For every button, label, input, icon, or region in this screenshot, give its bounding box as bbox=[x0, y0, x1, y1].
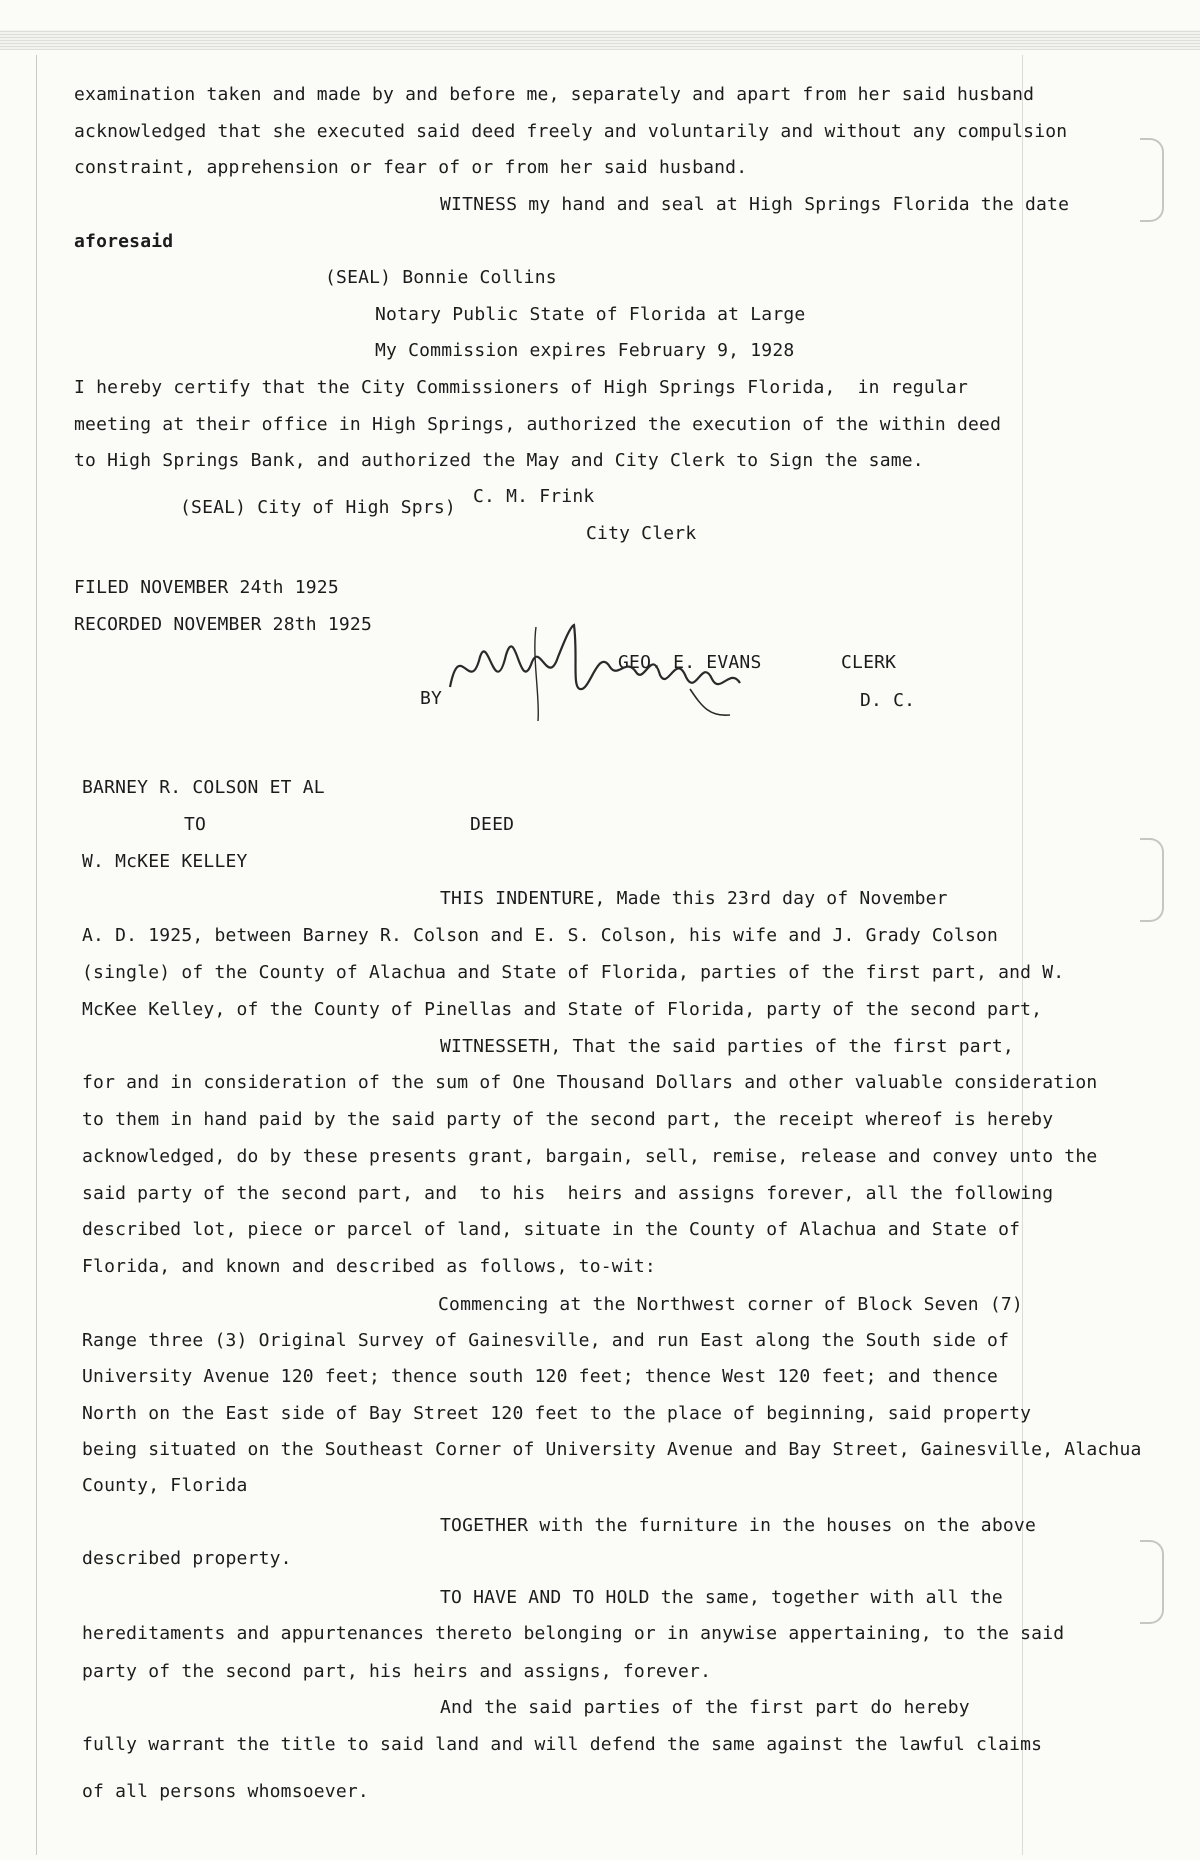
body-line: fully warrant the title to said land and will defend the same against the lawful claims bbox=[82, 1734, 1043, 1755]
legal-description-line: Range three (3) Original Survey of Gainesville, and run East along the South side of bbox=[82, 1330, 1010, 1351]
legal-description-line: North on the East side of Bay Street 120 feet to the place of beginning, said property bbox=[82, 1403, 1032, 1424]
handwritten-signature bbox=[440, 617, 760, 727]
body-line: acknowledged, do by these presents grant, bargain, sell, remise, release and convey unto the bbox=[82, 1146, 1098, 1167]
clerk-name: C. M. Frink bbox=[473, 486, 595, 507]
filed-date: FILED NOVEMBER 24th 1925 bbox=[74, 577, 339, 598]
body-line: party of the second part, his heirs and assigns, forever. bbox=[82, 1661, 712, 1682]
clerk-label: CLERK bbox=[841, 652, 897, 673]
notary-title: Notary Public State of Florida at Large bbox=[375, 304, 806, 325]
right-margin-rule bbox=[1022, 55, 1023, 1855]
left-margin-rule bbox=[36, 55, 37, 1855]
by-label: BY bbox=[420, 688, 443, 709]
warranty-line: And the said parties of the first part do hereby bbox=[440, 1697, 970, 1718]
notary-seal-name: (SEAL) Bonnie Collins bbox=[325, 267, 557, 288]
binder-hole-mark bbox=[1140, 838, 1164, 922]
legal-description-line: University Avenue 120 feet; thence south 120 feet; thence West 120 feet; and thence bbox=[82, 1366, 999, 1387]
binder-hole-mark bbox=[1140, 138, 1164, 222]
legal-description-line: County, Florida bbox=[82, 1475, 248, 1496]
to-heading: TO bbox=[184, 814, 207, 835]
recorded-date: RECORDED NOVEMBER 28th 1925 bbox=[74, 614, 372, 635]
indenture-line: THIS INDENTURE, Made this 23rd day of November bbox=[440, 888, 948, 909]
scan-top-band bbox=[0, 30, 1200, 50]
body-line: McKee Kelley, of the County of Pinellas and State of Florida, party of the second part, bbox=[82, 999, 1043, 1020]
together-line: TOGETHER with the furniture in the houses on the above bbox=[440, 1515, 1036, 1536]
witnesseth-line: WITNESSETH, That the said parties of the first part, bbox=[440, 1036, 1014, 1057]
body-line: constraint, apprehension or fear of or from her said husband. bbox=[74, 157, 748, 178]
witness-line: WITNESS my hand and seal at High Springs Florida the date bbox=[440, 194, 1070, 215]
body-line: of all persons whomsoever. bbox=[82, 1781, 369, 1802]
body-line: examination taken and made by and before me, separately and apart from her said husband bbox=[74, 84, 1035, 105]
body-line: to them in hand paid by the said party of the second part, the receipt whereof is hereby bbox=[82, 1109, 1054, 1130]
body-line: said party of the second part, and to his heirs and assigns forever, all the following bbox=[82, 1183, 1054, 1204]
deed-type-heading: DEED bbox=[470, 814, 515, 835]
county-clerk-name: GEO. E. EVANS bbox=[618, 652, 762, 673]
body-line: Florida, and known and described as follows, to-wit: bbox=[82, 1256, 656, 1277]
clerk-title: City Clerk bbox=[586, 523, 697, 544]
habendum-line: TO HAVE AND TO HOLD the same, together with all the bbox=[440, 1587, 1003, 1608]
deputy-clerk-label: D. C. bbox=[860, 690, 916, 711]
body-line: acknowledged that she executed said deed freely and voluntarily and without any compulsion bbox=[74, 121, 1068, 142]
binder-hole-mark bbox=[1140, 1540, 1164, 1624]
city-seal: (SEAL) City of High Sprs) bbox=[180, 497, 456, 518]
body-line: for and in consideration of the sum of One Thousand Dollars and other valuable consideration bbox=[82, 1072, 1098, 1093]
certification-line: I hereby certify that the City Commissioners of High Springs Florida, in regular bbox=[74, 377, 968, 398]
grantee-heading: W. McKEE KELLEY bbox=[82, 851, 248, 872]
legal-description-line: Commencing at the Northwest corner of Block Seven (7) bbox=[438, 1294, 1023, 1315]
body-line: aforesaid bbox=[74, 231, 174, 252]
body-line: described property. bbox=[82, 1548, 292, 1569]
legal-description-line: being situated on the Southeast Corner of University Avenue and Bay Street, Gainesville, Alachua bbox=[82, 1439, 1142, 1460]
body-line: described lot, piece or parcel of land, situate in the County of Alachua and State of bbox=[82, 1219, 1021, 1240]
body-line: (single) of the County of Alachua and State of Florida, parties of the first part, and W. bbox=[82, 962, 1065, 983]
certification-line: to High Springs Bank, and authorized the May and City Clerk to Sign the same. bbox=[74, 450, 924, 471]
certification-line: meeting at their office in High Springs, authorized the execution of the within deed bbox=[74, 414, 1002, 435]
grantor-heading: BARNEY R. COLSON ET AL bbox=[82, 777, 325, 798]
body-line: A. D. 1925, between Barney R. Colson and E. S. Colson, his wife and J. Grady Colson bbox=[82, 925, 999, 946]
commission-expiry: My Commission expires February 9, 1928 bbox=[375, 340, 795, 361]
body-line: hereditaments and appurtenances thereto belonging or in anywise appertaining, to the said bbox=[82, 1623, 1065, 1644]
